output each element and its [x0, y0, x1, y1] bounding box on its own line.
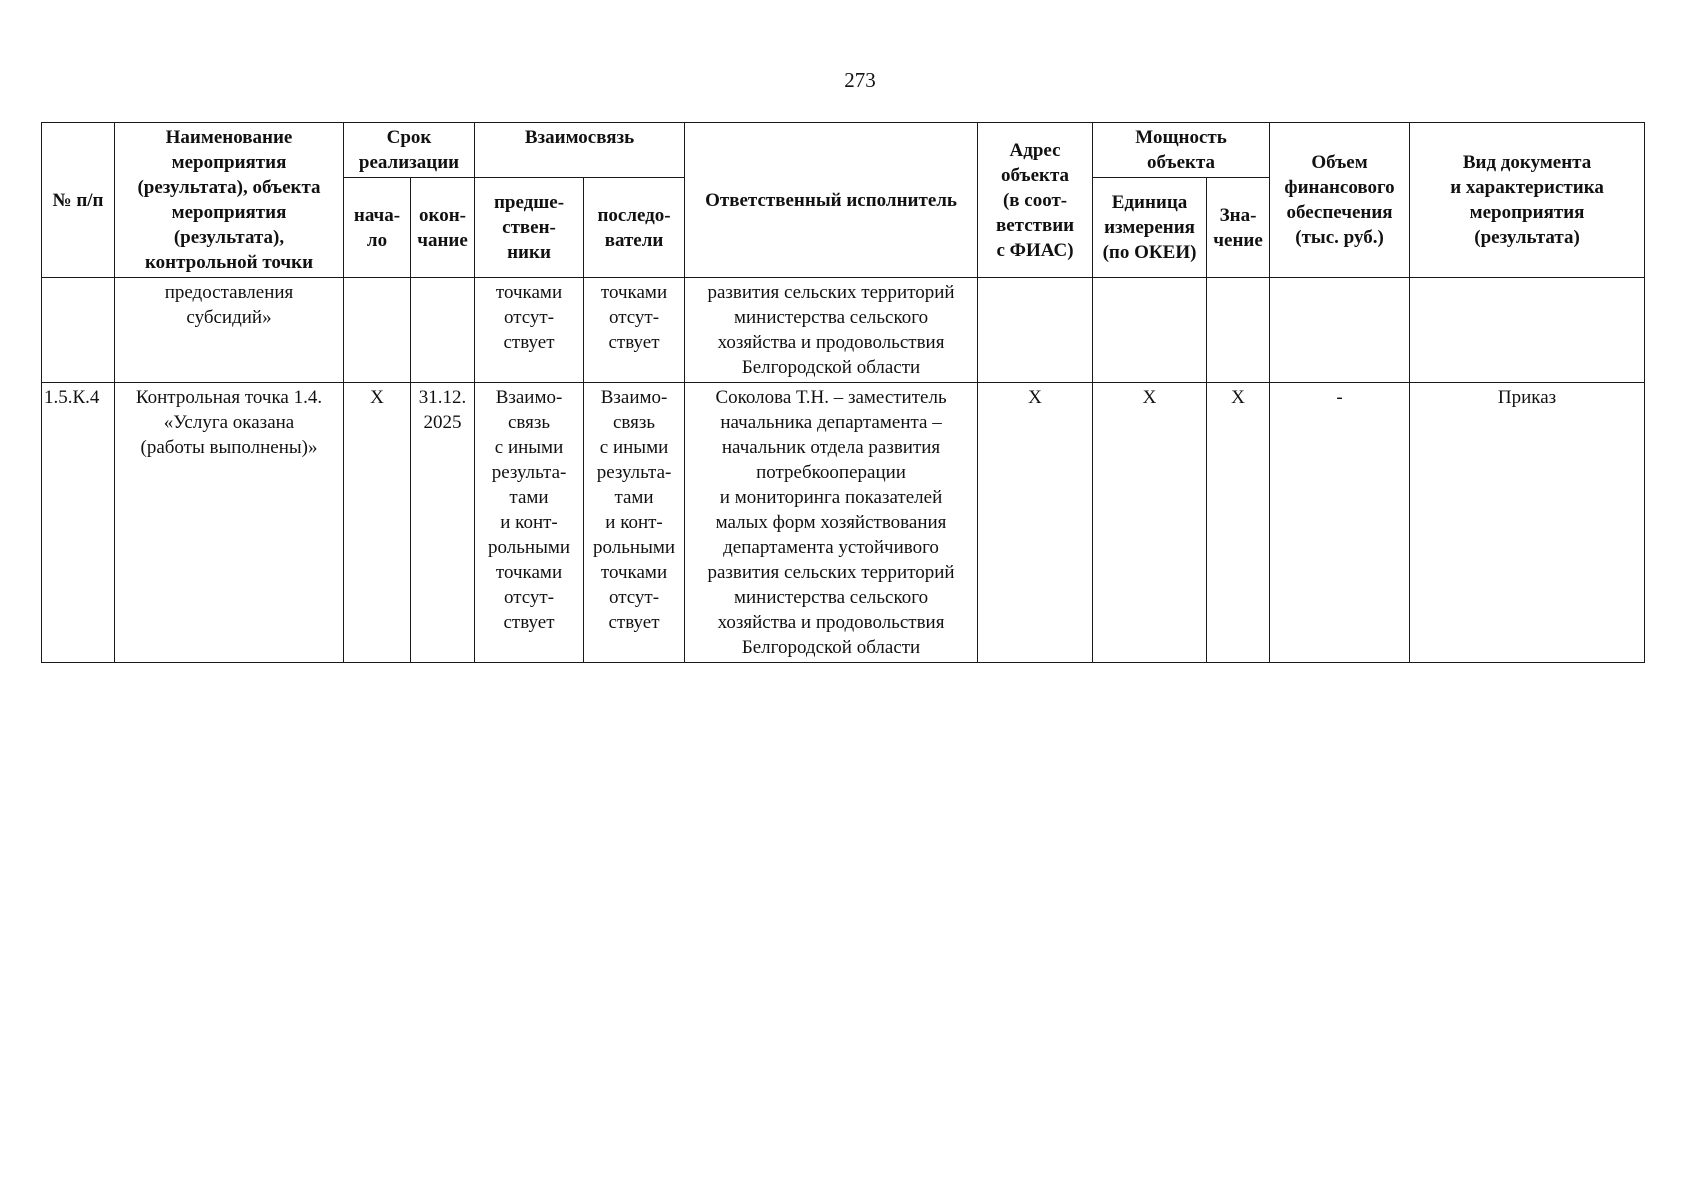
header-term-start: нача- ло [344, 178, 411, 278]
cell-unit: Х [1093, 383, 1207, 663]
header-unit: Единица измерения (по ОКЕИ) [1093, 178, 1207, 278]
cell-value [1207, 278, 1270, 383]
page-number: 273 [844, 68, 876, 92]
cell-executor: развития сельских территорий министерства сельского хозяйства и продовольствия Белгородской области [685, 278, 978, 383]
header-link: Взаимосвязь [475, 123, 685, 178]
header-term: Срок реализации [344, 123, 475, 178]
header-executor: Ответственный исполнитель [685, 123, 978, 278]
cell-doc [1410, 278, 1645, 383]
cell-succ: Взаимо- связь с иными результа- тами и конт- рольными точками отсут- ствует [584, 383, 685, 663]
header-doc-type: Вид документа и характеристика мероприятия (результата) [1410, 123, 1645, 278]
activities-table [41, 122, 1645, 663]
cell-num: 1.5.К.4 [42, 383, 115, 663]
header-link-succ: последо- ватели [584, 178, 685, 278]
header-address: Адрес объекта (в соот- ветствии с ФИАС) [978, 123, 1093, 278]
header-num: № п/п [42, 123, 115, 278]
cell-address [978, 278, 1093, 383]
header-capacity: Мощность объекта [1093, 123, 1270, 178]
cell-pred: Взаимо- связь с иными результа- тами и конт- рольными точками отсут- ствует [475, 383, 584, 663]
header-term-end: окон- чание [411, 178, 475, 278]
cell-executor: Соколова Т.Н. – заместитель начальника департамента – начальник отдела развития потребкооперации и мониторинга показателей малых форм хозяйствования департамента устойчивого развития сельских территорий министерства сельского хозяйства и продовольствия Белгородской области [685, 383, 978, 663]
cell-num [42, 278, 115, 383]
table-header [42, 123, 1645, 278]
cell-unit [1093, 278, 1207, 383]
table-row [42, 383, 1645, 663]
cell-pred: точками отсут- ствует [475, 278, 584, 383]
cell-name: Контрольная точка 1.4. «Услуга оказана (работы выполнены)» [115, 383, 344, 663]
cell-end [411, 278, 475, 383]
cell-end: 31.12. 2025 [411, 383, 475, 663]
table-row [42, 278, 1645, 383]
cell-name: предоставления субсидий» [115, 278, 344, 383]
header-name: Наименование мероприятия (результата), объекта мероприятия (результата), контрольной точки [115, 123, 344, 278]
cell-value: Х [1207, 383, 1270, 663]
cell-finance [1270, 278, 1410, 383]
cell-address: Х [978, 383, 1093, 663]
cell-succ: точками отсут- ствует [584, 278, 685, 383]
cell-finance: - [1270, 383, 1410, 663]
cell-start: Х [344, 383, 411, 663]
cell-start [344, 278, 411, 383]
header-link-pred: предше- ствен- ники [475, 178, 584, 278]
header-finance: Объем финансового обеспечения (тыс. руб.) [1270, 123, 1410, 278]
header-value: Зна- чение [1207, 178, 1270, 278]
cell-doc: Приказ [1410, 383, 1645, 663]
